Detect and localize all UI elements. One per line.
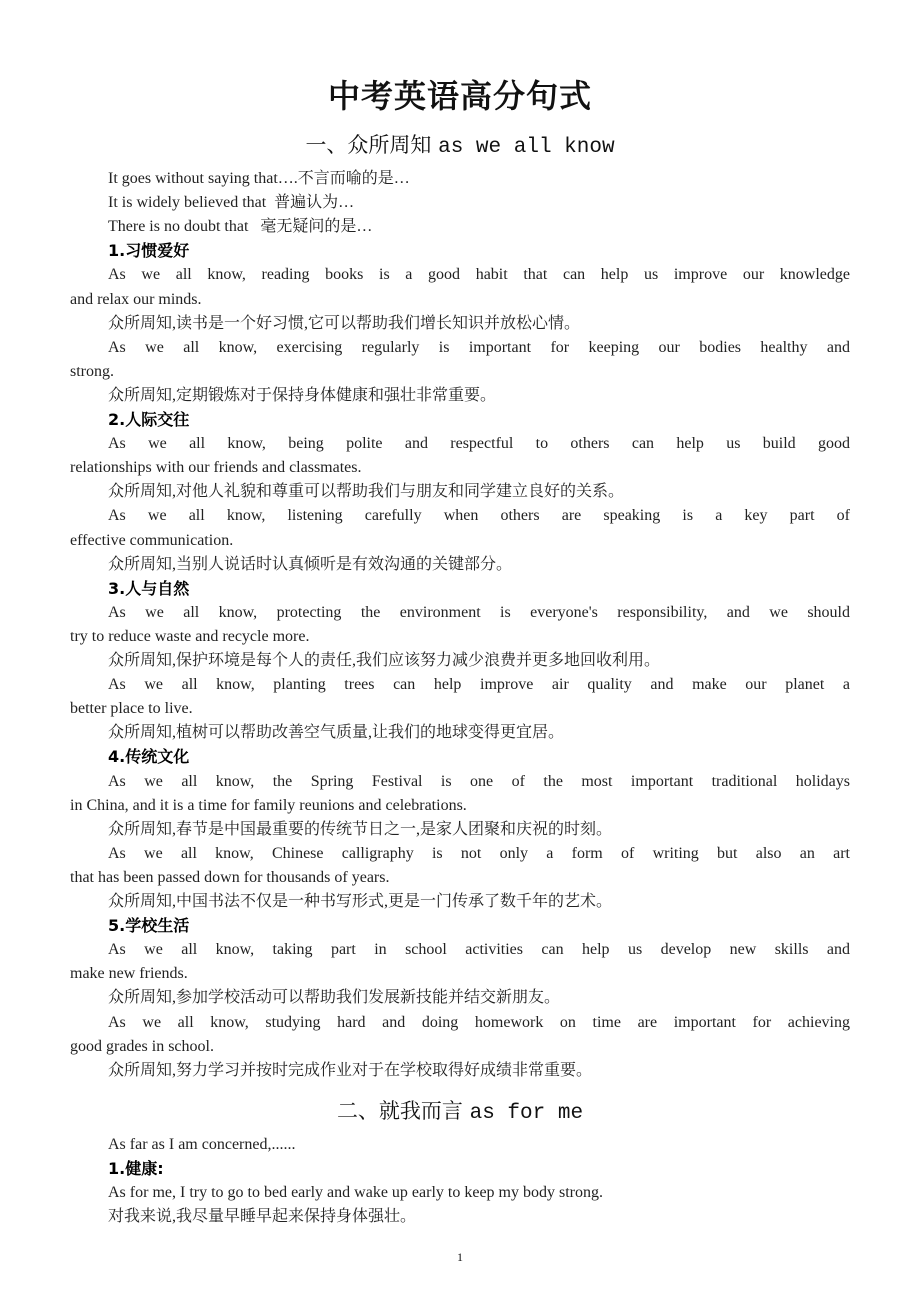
- text-line: 众所周知,当别人说话时认真倾听是有效沟通的关键部分。: [108, 555, 513, 573]
- text-line: It goes without saying that….不言而喻的是…: [108, 170, 410, 187]
- subsection-heading: 1.习惯爱好: [108, 241, 190, 261]
- text-line: 众所周知,春节是中国最重要的传统节日之一,是家人团聚和庆祝的时刻。: [108, 820, 613, 838]
- text-line: There is no doubt that 毫无疑问的是…: [108, 218, 373, 236]
- text-line: As we all know, the Spring Festival is one of the most important traditional holidays: [108, 772, 850, 790]
- text-line: 众所周知,定期锻炼对于保持身体健康和强壮非常重要。: [108, 386, 497, 404]
- text-line: As we all know, being polite and respectful to others can help us build good: [108, 435, 850, 453]
- text-line: As we all know, reading books is a good habit that can help us improve our knowledge: [108, 266, 850, 284]
- subsection-heading: 5.学校生活: [108, 916, 190, 936]
- section-heading-en: as we all know: [438, 136, 615, 159]
- text-line: 对我来说,我尽量早睡早起来保持身体强壮。: [108, 1208, 417, 1226]
- text-line: make new friends.: [70, 965, 188, 983]
- subsection-heading: 4.传统文化: [108, 747, 190, 767]
- subsection-heading: 1.健康:: [108, 1158, 164, 1178]
- text-line: try to reduce waste and recycle more.: [70, 627, 310, 645]
- section-heading: [0, 131, 920, 162]
- text-line: 众所周知,植树可以帮助改善空气质量,让我们的地球变得更宜居。: [108, 724, 565, 742]
- text-line: strong.: [70, 362, 114, 380]
- text-line: As we all know, exercising regularly is important for keeping our bodies healthy and: [108, 338, 850, 356]
- text-line: good grades in school.: [70, 1037, 214, 1055]
- text-line: 众所周知,保护环境是每个人的责任,我们应该努力减少浪费并更多地回收利用。: [108, 652, 661, 669]
- text-line: and relax our minds.: [70, 290, 202, 308]
- text-line: 众所周知,读书是一个好习惯,它可以帮助我们增长知识并放松心情。: [108, 314, 581, 332]
- section-heading-en: as for me: [469, 1101, 584, 1125]
- document-title: 中考英语高分句式: [327, 77, 592, 115]
- text-line: As for me, I try to go to bed early and wake up early to keep my body strong.: [108, 1184, 603, 1201]
- text-line: 众所周知,努力学习并按时完成作业对于在学校取得好成绩非常重要。: [108, 1061, 593, 1079]
- text-line: in China, and it is a time for family reunions and celebrations.: [70, 796, 467, 814]
- page-number: 1: [457, 1250, 463, 1264]
- text-line: that has been passed down for thousands of years.: [70, 868, 390, 886]
- text-line: As we all know, studying hard and doing homework on time are important for achieving: [108, 1013, 850, 1031]
- text-line: As we all know, planting trees can help improve air quality and make our planet a: [108, 676, 850, 694]
- subsection-heading: 3.人与自然: [108, 578, 190, 598]
- text-line: 众所周知,中国书法不仅是一种书写形式,更是一门传承了数千年的艺术。: [108, 893, 613, 910]
- text-line: 众所周知,对他人礼貌和尊重可以帮助我们与朋友和同学建立良好的关系。: [108, 483, 625, 501]
- text-line: As we all know, Chinese calligraphy is not only a form of writing but also an art: [108, 844, 850, 862]
- text-line: It is widely believed that 普遍认为…: [108, 194, 355, 212]
- section-heading-cn: 二、就我而言: [336, 1098, 470, 1123]
- text-line: As far as I am concerned,......: [108, 1135, 296, 1153]
- text-line: relationships with our friends and classmates.: [70, 459, 362, 477]
- text-line: As we all know, taking part in school activities can help us develop new skills and: [108, 941, 850, 959]
- section-heading: [0, 1097, 920, 1128]
- text-line: effective communication.: [70, 531, 234, 549]
- text-line: As we all know, protecting the environment is everyone's responsibility, and we should: [108, 603, 850, 621]
- subsection-heading: 2.人际交往: [108, 410, 190, 429]
- text-line: better place to live.: [70, 700, 193, 718]
- text-line: As we all know, listening carefully when others are speaking is a key part of: [108, 507, 850, 525]
- section-heading-cn: 一、众所周知: [305, 133, 439, 157]
- text-line: 众所周知,参加学校活动可以帮助我们发展新技能并结交新朋友。: [108, 989, 561, 1007]
